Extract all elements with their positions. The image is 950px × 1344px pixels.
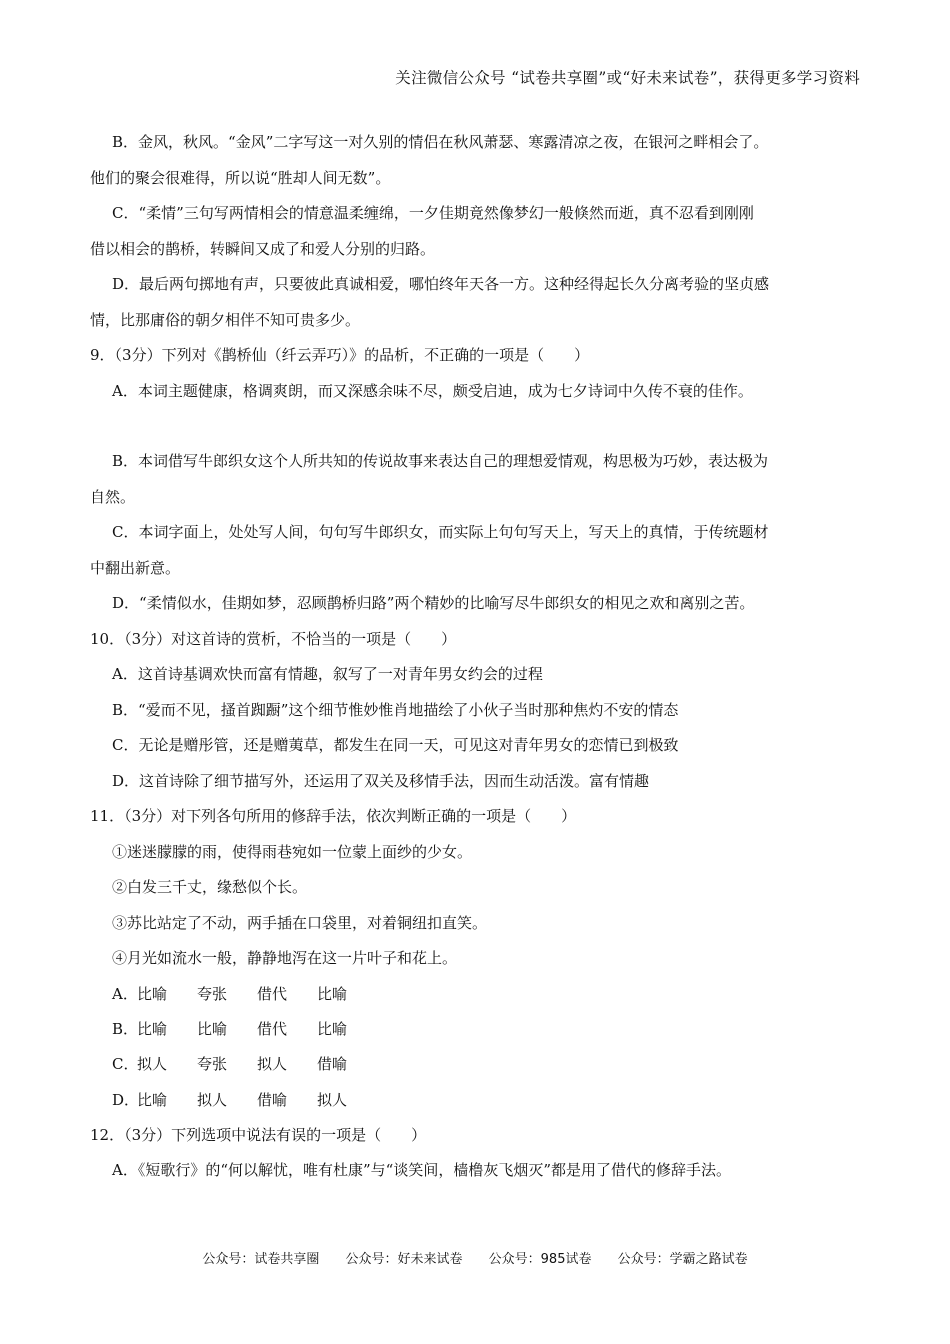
q9-option-b-line2: 自然。 [90,487,136,506]
q9-option-b-line1: B．本词借写牛郎织女这个人所共知的传说故事来表达自己的理想爱情观，构思极为巧妙，表达极为 [112,452,769,471]
q11-option-c: C． 拟人 夸张 拟人 借喻 [112,1055,348,1074]
question-9: 9．（3分）下列对《鹊桥仙（纤云弄巧）》的品析，不正确的一项是（ ） [90,346,590,365]
q11-sentence-1: ①迷迷朦朦的雨，使得雨巷宛如一位蒙上面纱的少女。 [112,842,473,861]
blank-gap [90,408,860,443]
q10-option-c: C．无论是赠彤管，还是赠荑草，都发生在同一天，可见这对青年男女的恋情已到极致 [112,736,679,755]
prev-option-b-line1: B．金风，秋风。“金风”二字写这一对久别的情侣在秋风萧瑟、寒露清凉之夜，在银河之畔相会了。 [112,133,769,152]
question-12: 12．（3分）下列选项中说法有误的一项是（ ） [90,1125,427,1144]
q11-sentence-4: ④月光如流水一般，静静地泻在这一片叶子和花上。 [112,949,458,968]
header-note: 关注微信公众号 “试卷共享圈”或“好未来试卷”，获得更多学习资料 [395,69,860,87]
prev-option-c-line1: C．“柔情”三句写两情相会的情意温柔缠绵，一夕佳期竟然像梦幻一般倏然而逝，真不忍看到刚刚 [112,204,754,223]
q10-option-a: A．这首诗基调欢快而富有情趣，叙写了一对青年男女约会的过程 [112,665,543,684]
q11-sentence-2: ②白发三千丈，缘愁似个长。 [112,878,308,897]
q11-option-b: B． 比喻 比喻 借代 比喻 [112,1019,348,1038]
footer-account-1: 公众号：试卷共享圈 [202,1252,320,1267]
exam-content [90,124,860,1188]
prev-option-d-line1: D．最后两句掷地有声，只要彼此真诚相爱，哪怕终年天各一方。这种经得起长久分离考验的坚贞感 [112,275,770,294]
q9-option-d: D．“柔情似水，佳期如梦，忍顾鹊桥归路”两个精妙的比喻写尽牛郎织女的相见之欢和离别之苦。 [112,594,755,613]
footer-account-4: 公众号：学霸之路试卷 [617,1252,748,1267]
q11-option-d: D． 比喻 拟人 借喻 拟人 [112,1090,348,1109]
prev-option-b-line2: 他们的聚会很难得，所以说“胜却人间无数”。 [90,168,391,187]
prev-option-c-line2: 借以相会的鹊桥，转瞬间又成了和爱人分别的归路。 [90,239,436,258]
q9-option-c-line1: C．本词字面上，处处写人间，句句写牛郎织女，而实际上句句写天上，写天上的真情，于传统题材 [112,523,769,542]
q9-option-a: A．本词主题健康，格调爽朗，而又深感余味不尽，颇受启迪，成为七夕诗词中久传不衰的佳作。 [112,381,753,400]
prev-option-d-line2: 情，比那庸俗的朝夕相伴不知可贵多少。 [90,310,361,329]
q10-option-d: D．这首诗除了细节描写外，还运用了双关及移情手法，因而生动活泼。富有情趣 [112,771,650,790]
footer-account-2: 公众号：好未来试卷 [345,1252,463,1267]
question-11: 11．（3分）对下列各句所用的修辞手法，依次判断正确的一项是（ ） [90,807,577,826]
q9-option-c-line2: 中翻出新意。 [90,558,181,577]
page-footer [0,1248,950,1267]
q11-sentence-3: ③苏比站定了不动，两手插在口袋里，对着铜纽扣直笑。 [112,913,488,932]
q12-option-a: A．《短歌行》的“何以解忧，唯有杜康”与“谈笑间，樯橹灰飞烟灭”都是用了借代的修辞手法。 [112,1161,732,1180]
question-10: 10．（3分）对这首诗的赏析，不恰当的一项是（ ） [90,629,457,648]
q11-option-a: A． 比喻 夸张 借代 比喻 [112,984,348,1003]
footer-account-3: 公众号：985试卷 [488,1252,592,1267]
q10-option-b: B．“爱而不见，搔首踟蹰”这个细节惟妙惟肖地描绘了小伙子当时那种焦灼不安的情态 [112,700,679,719]
